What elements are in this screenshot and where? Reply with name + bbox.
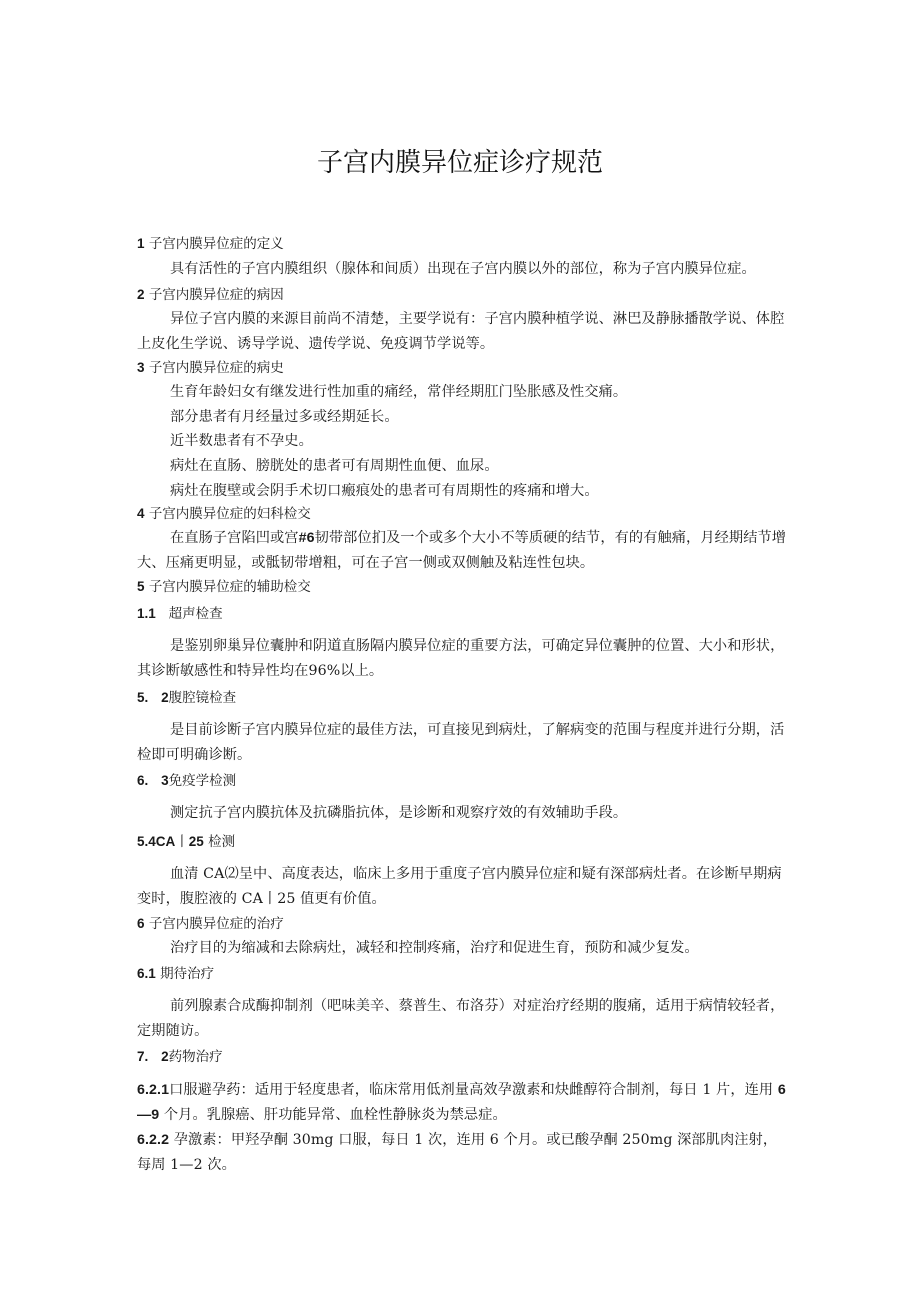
section-3-line-5: 病灶在腹壁或会阴手术切口瘢痕处的患者可有周期性的疼痛和增大。	[170, 483, 599, 499]
document-title: 子宫内膜异位症诊疗规范	[316, 148, 603, 178]
section-4-heading: 4 子宫内膜异位症的妇科检交	[137, 506, 311, 522]
section-2-heading: 2 子宫内膜异位症的病因	[137, 287, 284, 303]
section-1-text: 具有活性的子宫内膜组织（腺体和间质）出现在子宫内膜以外的部位，称为子宫内膜异位症。	[170, 261, 756, 277]
section-3-heading: 3 子宫内膜异位症的病史	[137, 360, 284, 376]
section-5-4-text: 血清 CA⑵呈中、高度表达，临床上多用于重度子宫内膜异位症和疑有深部病灶者。在诊断早期病变时，腹腔液的 CA丨25 值更有价值。	[137, 866, 782, 907]
section-6-1-text: 前列腺素合成酶抑制剂（吧味美辛、蔡普生、布洛芬）对症治疗经期的腹痛，适用于病情较轻者，定期随访。	[137, 998, 785, 1039]
section-6-2-heading: 7. 2药物治疗	[137, 1049, 223, 1065]
section-5-1-text: 是鉴别卵巢异位囊肿和阴道直肠隔内膜异位症的重要方法，可确定异位囊肿的位置、大小和形状，其诊断敏感性和特异性均在96%以上。	[137, 638, 785, 679]
section-6-2-2-text: 6.2.2 孕激素：甲羟孕酮 30mg 口服，每日 1 次，连用 6 个月。或已酸孕酮 250mg 深部肌肉注射，每周 1—2 次。	[137, 1132, 778, 1173]
section-5-2-heading: 5. 2腹腔镜检查	[137, 690, 237, 706]
section-3-line-2: 部分患者有月经量过多或经期延长。	[170, 409, 399, 425]
section-6-1-heading: 6.1 期待治疗	[137, 966, 215, 982]
section-6-text: 治疗目的为缩减和去除病灶，减轻和控制疼痛，治疗和促进生育，预防和减少复发。	[170, 940, 699, 956]
section-4-text: 在直肠子宫陷凹或宫#6韧带部位扪及一个或多个大小不等质硬的结节，有的有触痛，月经期结节增大、压痛更明显，或骶韧带增粗，可在子宫一侧或双侧触及粘连性包块。	[137, 530, 787, 571]
section-5-3-heading: 6. 3免疫学检测	[137, 773, 237, 789]
section-1-heading: 1 子宫内膜异位症的定义	[137, 236, 284, 252]
section-3-line-1: 生育年龄妇女有继发进行性加重的痛经，常伴经期肛门坠胀感及性交痛。	[170, 384, 628, 400]
section-6-heading: 6 子宫内膜异位症的治疗	[137, 916, 284, 932]
section-3-line-3: 近半数患者有不孕史。	[170, 433, 313, 449]
section-5-2-text: 是目前诊断子宫内膜异位症的最佳方法，可直接见到病灶，了解病变的范围与程度并进行分期，活检即可明确诊断。	[137, 722, 785, 763]
section-5-4-heading: 5.4CA丨25 检测	[137, 834, 236, 850]
section-3-line-4: 病灶在直肠、膀胱处的患者可有周期性血便、血尿。	[170, 458, 499, 474]
section-2-text: 异位子宫内膜的来源目前尚不清楚，主要学说有：子宫内膜种植学说、淋巴及静脉播散学说、体腔上皮化生学说、诱导学说、遗传学说、免疫调节学说等。	[137, 311, 785, 352]
section-5-3-text: 测定抗子宫内膜抗体及抗磷脂抗体，是诊断和观察疗效的有效辅助手段。	[170, 805, 628, 821]
section-6-2-1-text: 6.2.1口服避孕药：适用于轻度患者，临床常用低剂量高效孕激素和炔雌醇符合制剂，每日 1 片，连用 6—9 个月。乳腺癌、肝功能异常、血栓性静脉炎为禁忌症。	[137, 1082, 786, 1123]
section-5-1-heading: 1.1 超声检查	[137, 606, 223, 622]
section-5-heading: 5 子宫内膜异位症的辅助检交	[137, 579, 311, 595]
